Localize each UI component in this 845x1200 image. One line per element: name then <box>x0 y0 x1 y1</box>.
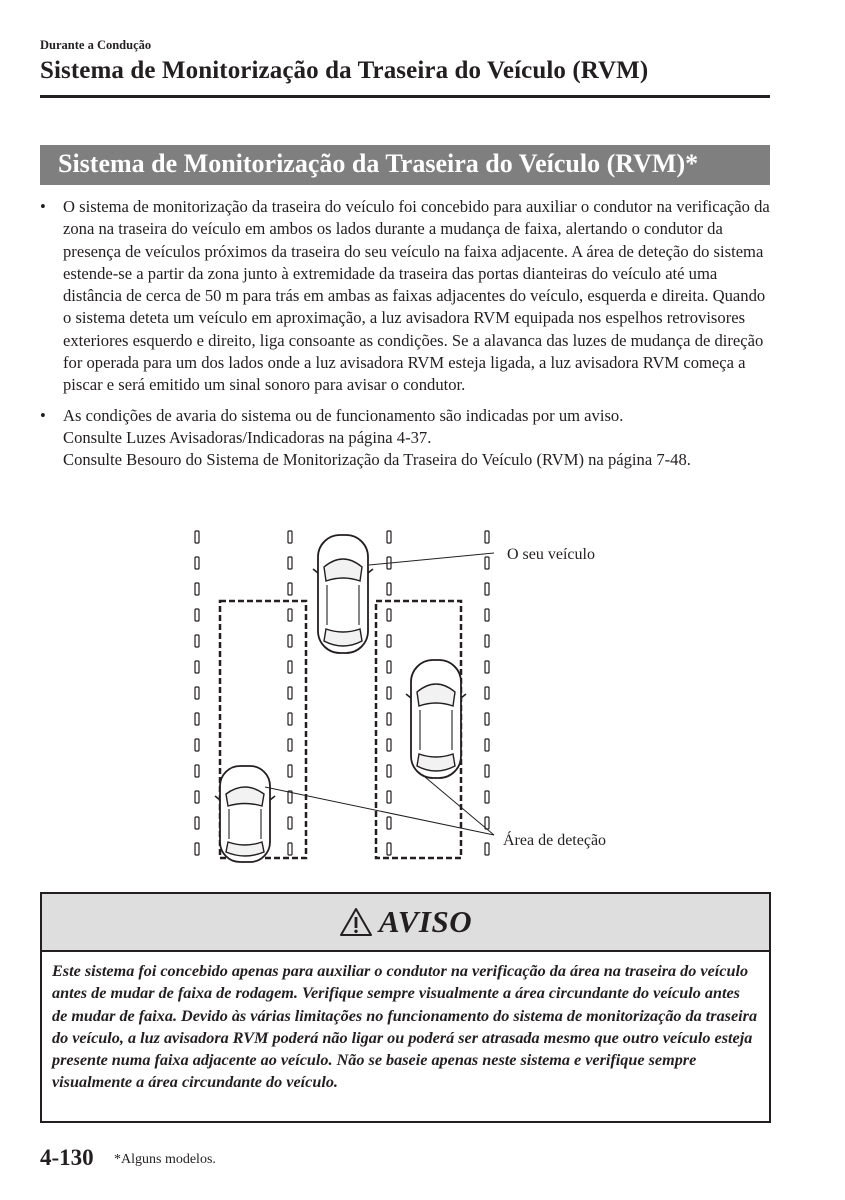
heading-rule <box>40 95 770 98</box>
rvm-detection-diagram <box>180 525 640 875</box>
bullet-line: Consulte Besouro do Sistema de Monitorização da Traseira do Veículo (RVM) na página 7-48. <box>63 450 691 470</box>
footnote: *Alguns modelos. <box>114 1152 216 1167</box>
warning-text: Este sistema foi concebido apenas para auxiliar o condutor na verificação da área na traseira do veículo antes de mudar de faixa de rodagem. Verifique sempre visualmente a área circundante do veículo antes de mudar de faixa. Devido às várias limitações no funcionamento do sistema de monitorização da traseira do veículo, a luz avisadora RVM poderá não ligar ou poderá ser atrasada mesmo que outro veículo esteja presente numa faixa adjacente ao veículo. Não se baseie apenas neste sistema e verifique sempre visualmente a área circundante do veículo. <box>52 962 758 1092</box>
bullet-item <box>40 196 772 397</box>
bullet-line: Consulte Luzes Avisadoras/Indicadoras na página 4-37. <box>63 427 432 447</box>
warning-triangle-icon <box>339 906 373 938</box>
bullet-line: As condições de avaria do sistema ou de funcionamento são indicadas por um aviso. <box>63 405 624 425</box>
bullet-item <box>40 405 772 472</box>
bullet-paragraph: O sistema de monitorização da traseira do veículo foi concebido para auxiliar o condutor na verificação da zona na traseira do veículo em ambos os lados durante a mudança de faixa, alertando o condutor da presença de veículos próximos da traseira do seu veículo na faixa adjacente. A área de deteção do sistema estende-se a partir da zona junto à extremidade da traseira das portas dianteiras do veículo até uma distância de cerca de 50 m para trás em ambas as faixas adjacentes do veículo, esquerda e direita. Quando o sistema deteta um veículo em aproximação, a luz avisadora RVM equipada nos espelhos retrovisores exteriores esquerdo e direito, liga consoante as condições. Se a alavanca das luzes de mudança de direção for operada para um dos lados onde a luz avisadora RVM esteja ligada, a luz avisadora RVM começa a piscar e será emitido um sinal sonoro para avisar o condutor. <box>63 197 770 395</box>
warning-header <box>42 894 769 952</box>
car-icon <box>215 766 275 862</box>
label-own-vehicle: O seu veículo <box>507 546 595 563</box>
label-detection-area: Área de deteção <box>503 832 607 849</box>
page-number: 4-130 <box>40 1145 94 1170</box>
section-label: Durante a Condução <box>40 38 152 52</box>
section-title-bar: Sistema de Monitorização da Traseira do Veículo (RVM)* <box>40 145 770 185</box>
warning-box <box>40 892 771 1123</box>
car-icon <box>313 535 373 653</box>
car-icon <box>406 660 466 778</box>
bullet-dot: • <box>40 405 46 425</box>
bullet-list <box>40 196 772 480</box>
bullet-dot: • <box>40 197 46 216</box>
page-heading: Sistema de Monitorização da Traseira do Veículo (RVM) <box>40 57 649 84</box>
warning-title: AVISO <box>378 904 473 939</box>
